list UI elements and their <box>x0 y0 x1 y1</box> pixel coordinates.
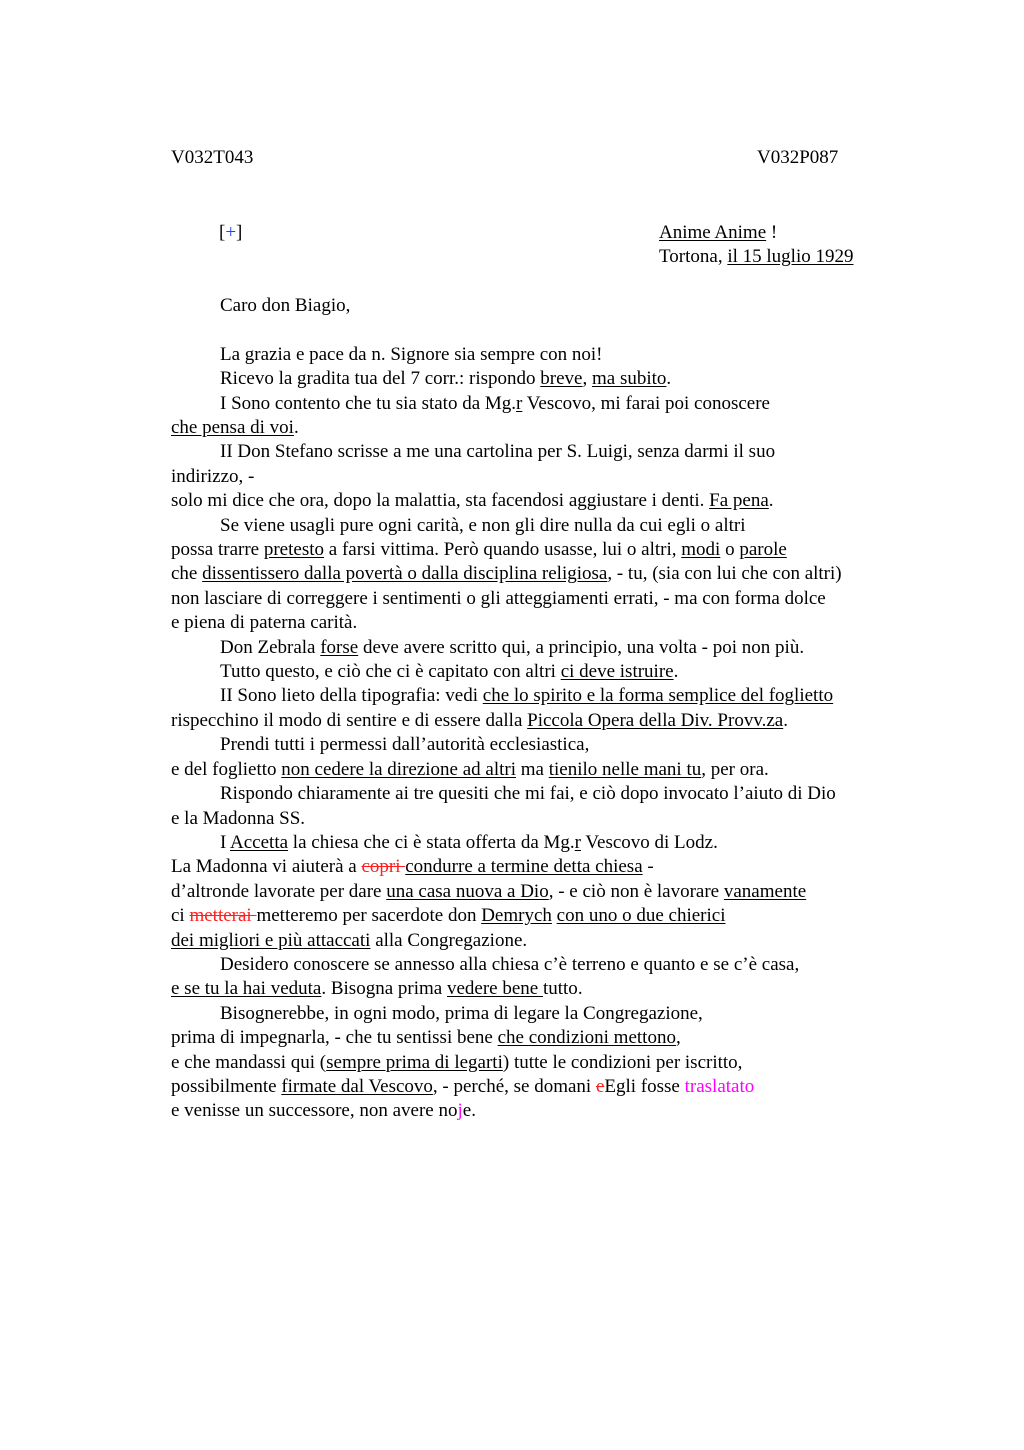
text-line: d’altronde lavorate per dare una casa nuova a Dio, - e ciò non è lavorare vanamente <box>171 880 807 902</box>
text-line: Tutto questo, e ciò che ci è capitato con altri ci deve istruire. <box>220 661 679 683</box>
place-date-line: Tortona, il 15 luglio 1929 <box>659 246 854 268</box>
text-line: Prendi tutti i permessi dall’autorità ecclesiastica, <box>220 734 590 756</box>
text-line: e che mandassi qui (sempre prima di legarti) tutte le condizioni per iscritto, <box>171 1051 743 1073</box>
letter-body <box>171 294 931 1124</box>
text-line: e venisse un successore, non avere noje. <box>171 1100 476 1122</box>
text-line: possa trarre pretesto a farsi vittima. Però quando usasse, lui o altri, modi o parole <box>171 539 787 561</box>
text-line: I Accetta la chiesa che ci è stata offerta da Mg.r Vescovo di Lodz. <box>220 831 718 853</box>
salutation: Caro don Biagio, <box>220 295 351 316</box>
text-line: rispecchino il modo di sentire e di essere dalla Piccola Opera della Div. Provv.za. <box>171 709 788 731</box>
text-line: possibilmente firmate dal Vescovo, - perché, se domani eEgli fosse traslatato <box>171 1075 755 1097</box>
text-line: solo mi dice che ora, dopo la malattia, sta facendosi aggiustare i denti. Fa pena. <box>171 490 774 512</box>
letter-heading <box>659 221 853 270</box>
inserted-text: j <box>457 1100 463 1122</box>
text-line: che pensa di voi. <box>171 417 299 439</box>
text-line: non lasciare di correggere i sentimenti o gli atteggiamenti errati, - ma con forma dolce <box>171 587 826 609</box>
text-line: La grazia e pace da n. Signore sia sempre con noi! <box>220 343 603 365</box>
deleted-text: e <box>595 1075 605 1097</box>
text-line: II Sono lieto della tipografia: vedi che lo spirito e la forma semplice del foglietto <box>220 685 834 707</box>
text-line: I Sono contento che tu sia stato da Mg.r Vescovo, mi farai poi conoscere <box>220 392 770 414</box>
text-line: prima di impegnarla, - che tu sentissi bene che condizioni mettono, <box>171 1027 681 1049</box>
text-line: Desidero conoscere se annesso alla chiesa c’è terreno e quanto e se c’è casa, <box>220 953 800 975</box>
text-line: La Madonna vi aiuterà a copri condurre a termine detta chiesa - <box>171 856 654 878</box>
text-line: e piena di paterna carità. <box>171 612 358 634</box>
text-line: II Don Stefano scrisse a me una cartolina per S. Luigi, senza darmi il suo <box>220 441 776 463</box>
cross-mark: [+] <box>219 222 243 243</box>
inserted-text: traslatato <box>684 1075 755 1097</box>
text-line: e del foglietto non cedere la direzione ad altri ma tienilo nelle mani tu, per ora. <box>171 758 769 780</box>
text-line: che dissentissero dalla povertà o dalla disciplina religiosa, - tu, (sia con lui che con altri) <box>171 563 842 585</box>
text-line: Bisognerebbe, in ogni modo, prima di legare la Congregazione, <box>220 1002 703 1024</box>
text-line: Se viene usagli pure ogni carità, e non gli dire nulla da cui egli o altri <box>220 514 746 536</box>
archive-code-left: V032T043 <box>171 147 254 168</box>
motto: Anime Anime <box>659 222 767 243</box>
text-line: ci metterai metteremo per sacerdote don Demrych con uno o due chierici <box>171 905 726 927</box>
text-line: Ricevo la gradita tua del 7 corr.: rispondo breve, ma subito. <box>220 368 672 390</box>
deleted-text: metterai <box>189 905 257 927</box>
text-line: Rispondo chiaramente ai tre quesiti che mi fai, e ciò dopo invocato l’aiuto di Dio <box>220 783 836 805</box>
text-line: indirizzo, - <box>171 465 255 487</box>
text-line: e la Madonna SS. <box>171 807 306 829</box>
text-line: dei migliori e più attaccati alla Congregazione. <box>171 929 528 951</box>
text-line: Don Zebrala forse deve avere scritto qui, a principio, una volta - poi non più. <box>220 636 805 658</box>
deleted-text: copri <box>361 856 406 878</box>
letter-date: il 15 luglio 1929 <box>727 246 854 268</box>
plus-sign: + <box>225 222 237 243</box>
motto-line: Anime Anime ! <box>659 222 778 243</box>
text-line: e se tu la hai veduta. Bisogna prima vedere bene tutto. <box>171 978 583 1000</box>
archive-code-right: V032P087 <box>757 147 839 168</box>
